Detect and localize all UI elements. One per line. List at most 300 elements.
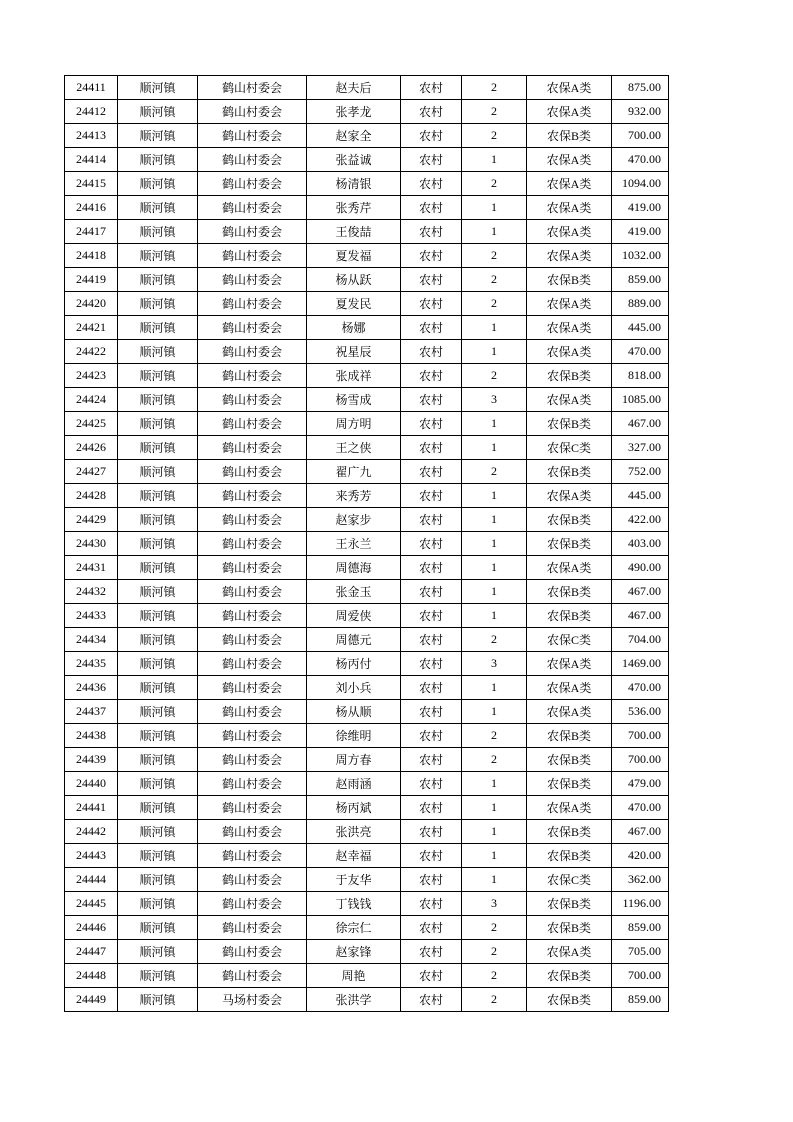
cell-village: 鹤山村委会 <box>198 76 307 100</box>
cell-type: 农村 <box>401 700 462 724</box>
cell-count: 1 <box>462 508 527 532</box>
cell-count: 2 <box>462 724 527 748</box>
cell-name: 张成祥 <box>307 364 401 388</box>
cell-category: 农保B类 <box>527 508 612 532</box>
cell-id: 24446 <box>65 916 118 940</box>
cell-category: 农保A类 <box>527 196 612 220</box>
cell-category: 农保A类 <box>527 388 612 412</box>
cell-amount: 700.00 <box>612 124 669 148</box>
cell-type: 农村 <box>401 484 462 508</box>
cell-type: 农村 <box>401 964 462 988</box>
cell-name: 王永兰 <box>307 532 401 556</box>
cell-town: 顺河镇 <box>118 484 198 508</box>
table-row <box>65 220 669 244</box>
cell-id: 24420 <box>65 292 118 316</box>
cell-count: 1 <box>462 772 527 796</box>
cell-amount: 818.00 <box>612 364 669 388</box>
cell-town: 顺河镇 <box>118 412 198 436</box>
cell-amount: 536.00 <box>612 700 669 724</box>
cell-town: 顺河镇 <box>118 508 198 532</box>
cell-amount: 700.00 <box>612 748 669 772</box>
cell-name: 张金玉 <box>307 580 401 604</box>
table-row <box>65 124 669 148</box>
cell-town: 顺河镇 <box>118 292 198 316</box>
table-row <box>65 604 669 628</box>
cell-type: 农村 <box>401 940 462 964</box>
cell-category: 农保A类 <box>527 316 612 340</box>
cell-id: 24414 <box>65 148 118 172</box>
cell-type: 农村 <box>401 508 462 532</box>
cell-amount: 889.00 <box>612 292 669 316</box>
cell-name: 周艳 <box>307 964 401 988</box>
table-row <box>65 580 669 604</box>
cell-village: 鹤山村委会 <box>198 556 307 580</box>
cell-village: 鹤山村委会 <box>198 460 307 484</box>
cell-town: 顺河镇 <box>118 940 198 964</box>
cell-village: 鹤山村委会 <box>198 796 307 820</box>
cell-id: 24444 <box>65 868 118 892</box>
cell-village: 鹤山村委会 <box>198 364 307 388</box>
cell-category: 农保A类 <box>527 652 612 676</box>
cell-village: 鹤山村委会 <box>198 868 307 892</box>
cell-count: 2 <box>462 460 527 484</box>
cell-village: 鹤山村委会 <box>198 940 307 964</box>
cell-type: 农村 <box>401 988 462 1012</box>
cell-count: 1 <box>462 220 527 244</box>
cell-village: 鹤山村委会 <box>198 700 307 724</box>
cell-name: 杨雪成 <box>307 388 401 412</box>
table-row <box>65 628 669 652</box>
table-row <box>65 460 669 484</box>
cell-count: 1 <box>462 316 527 340</box>
cell-amount: 445.00 <box>612 484 669 508</box>
cell-category: 农保B类 <box>527 268 612 292</box>
table-row <box>65 868 669 892</box>
cell-type: 农村 <box>401 604 462 628</box>
data-table <box>64 75 669 1012</box>
cell-type: 农村 <box>401 676 462 700</box>
cell-village: 鹤山村委会 <box>198 580 307 604</box>
cell-type: 农村 <box>401 340 462 364</box>
cell-id: 24449 <box>65 988 118 1012</box>
cell-category: 农保A类 <box>527 172 612 196</box>
cell-amount: 704.00 <box>612 628 669 652</box>
cell-category: 农保B类 <box>527 532 612 556</box>
cell-name: 张益诚 <box>307 148 401 172</box>
cell-id: 24448 <box>65 964 118 988</box>
cell-id: 24445 <box>65 892 118 916</box>
cell-name: 王之侠 <box>307 436 401 460</box>
cell-village: 鹤山村委会 <box>198 172 307 196</box>
cell-type: 农村 <box>401 532 462 556</box>
cell-name: 于友华 <box>307 868 401 892</box>
cell-count: 2 <box>462 940 527 964</box>
cell-name: 赵夫后 <box>307 76 401 100</box>
cell-category: 农保C类 <box>527 436 612 460</box>
cell-village: 鹤山村委会 <box>198 652 307 676</box>
cell-id: 24435 <box>65 652 118 676</box>
cell-id: 24434 <box>65 628 118 652</box>
cell-category: 农保B类 <box>527 772 612 796</box>
table-row <box>65 964 669 988</box>
cell-village: 鹤山村委会 <box>198 148 307 172</box>
cell-village: 鹤山村委会 <box>198 892 307 916</box>
cell-name: 张洪亮 <box>307 820 401 844</box>
table-row <box>65 316 669 340</box>
cell-name: 赵家锋 <box>307 940 401 964</box>
table-row <box>65 388 669 412</box>
cell-town: 顺河镇 <box>118 436 198 460</box>
cell-category: 农保B类 <box>527 748 612 772</box>
cell-count: 2 <box>462 244 527 268</box>
cell-town: 顺河镇 <box>118 700 198 724</box>
cell-amount: 422.00 <box>612 508 669 532</box>
cell-town: 顺河镇 <box>118 772 198 796</box>
cell-type: 农村 <box>401 100 462 124</box>
cell-id: 24443 <box>65 844 118 868</box>
cell-count: 1 <box>462 844 527 868</box>
cell-count: 1 <box>462 412 527 436</box>
table-row <box>65 700 669 724</box>
cell-town: 顺河镇 <box>118 748 198 772</box>
cell-type: 农村 <box>401 796 462 820</box>
table-row <box>65 100 669 124</box>
cell-category: 农保A类 <box>527 484 612 508</box>
cell-count: 1 <box>462 148 527 172</box>
table-row <box>65 724 669 748</box>
cell-town: 顺河镇 <box>118 604 198 628</box>
cell-type: 农村 <box>401 892 462 916</box>
cell-type: 农村 <box>401 364 462 388</box>
cell-amount: 470.00 <box>612 340 669 364</box>
cell-category: 农保B类 <box>527 460 612 484</box>
cell-id: 24419 <box>65 268 118 292</box>
cell-name: 刘小兵 <box>307 676 401 700</box>
cell-amount: 362.00 <box>612 868 669 892</box>
cell-count: 2 <box>462 124 527 148</box>
table-row <box>65 364 669 388</box>
cell-town: 顺河镇 <box>118 652 198 676</box>
cell-type: 农村 <box>401 148 462 172</box>
cell-id: 24422 <box>65 340 118 364</box>
cell-id: 24417 <box>65 220 118 244</box>
cell-town: 顺河镇 <box>118 172 198 196</box>
table-row <box>65 244 669 268</box>
cell-type: 农村 <box>401 772 462 796</box>
cell-amount: 1032.00 <box>612 244 669 268</box>
cell-village: 鹤山村委会 <box>198 772 307 796</box>
cell-name: 杨娜 <box>307 316 401 340</box>
cell-count: 1 <box>462 532 527 556</box>
cell-town: 顺河镇 <box>118 844 198 868</box>
cell-type: 农村 <box>401 844 462 868</box>
cell-id: 24432 <box>65 580 118 604</box>
cell-village: 鹤山村委会 <box>198 508 307 532</box>
cell-category: 农保A类 <box>527 244 612 268</box>
cell-town: 顺河镇 <box>118 964 198 988</box>
cell-amount: 859.00 <box>612 916 669 940</box>
cell-id: 24426 <box>65 436 118 460</box>
cell-name: 张洪学 <box>307 988 401 1012</box>
table-row <box>65 652 669 676</box>
cell-village: 鹤山村委会 <box>198 316 307 340</box>
table-row <box>65 556 669 580</box>
cell-type: 农村 <box>401 244 462 268</box>
cell-type: 农村 <box>401 820 462 844</box>
table-row <box>65 916 669 940</box>
cell-id: 24447 <box>65 940 118 964</box>
cell-town: 顺河镇 <box>118 532 198 556</box>
cell-village: 鹤山村委会 <box>198 748 307 772</box>
cell-id: 24442 <box>65 820 118 844</box>
cell-count: 1 <box>462 676 527 700</box>
cell-amount: 1196.00 <box>612 892 669 916</box>
cell-amount: 700.00 <box>612 964 669 988</box>
cell-category: 农保A类 <box>527 340 612 364</box>
cell-id: 24428 <box>65 484 118 508</box>
cell-type: 农村 <box>401 748 462 772</box>
cell-type: 农村 <box>401 412 462 436</box>
cell-id: 24415 <box>65 172 118 196</box>
cell-type: 农村 <box>401 580 462 604</box>
cell-category: 农保A类 <box>527 76 612 100</box>
cell-count: 3 <box>462 652 527 676</box>
cell-name: 丁钱钱 <box>307 892 401 916</box>
cell-id: 24421 <box>65 316 118 340</box>
cell-amount: 467.00 <box>612 580 669 604</box>
table-row <box>65 748 669 772</box>
cell-amount: 752.00 <box>612 460 669 484</box>
cell-town: 顺河镇 <box>118 196 198 220</box>
cell-type: 农村 <box>401 460 462 484</box>
cell-town: 顺河镇 <box>118 892 198 916</box>
cell-id: 24423 <box>65 364 118 388</box>
cell-id: 24439 <box>65 748 118 772</box>
cell-amount: 403.00 <box>612 532 669 556</box>
cell-name: 赵家全 <box>307 124 401 148</box>
cell-category: 农保A类 <box>527 556 612 580</box>
cell-category: 农保B类 <box>527 988 612 1012</box>
cell-name: 周方明 <box>307 412 401 436</box>
cell-village: 鹤山村委会 <box>198 484 307 508</box>
cell-name: 赵幸福 <box>307 844 401 868</box>
cell-count: 1 <box>462 340 527 364</box>
cell-name: 夏发民 <box>307 292 401 316</box>
cell-count: 2 <box>462 916 527 940</box>
cell-village: 鹤山村委会 <box>198 532 307 556</box>
cell-amount: 419.00 <box>612 196 669 220</box>
cell-type: 农村 <box>401 268 462 292</box>
cell-count: 3 <box>462 388 527 412</box>
table-row <box>65 268 669 292</box>
cell-amount: 470.00 <box>612 676 669 700</box>
cell-count: 2 <box>462 628 527 652</box>
cell-count: 3 <box>462 892 527 916</box>
cell-count: 1 <box>462 436 527 460</box>
cell-village: 鹤山村委会 <box>198 724 307 748</box>
cell-id: 24431 <box>65 556 118 580</box>
cell-name: 徐维明 <box>307 724 401 748</box>
cell-town: 顺河镇 <box>118 76 198 100</box>
cell-amount: 1094.00 <box>612 172 669 196</box>
cell-amount: 705.00 <box>612 940 669 964</box>
table-body <box>65 76 669 1012</box>
cell-town: 顺河镇 <box>118 100 198 124</box>
cell-name: 张孝龙 <box>307 100 401 124</box>
cell-category: 农保B类 <box>527 124 612 148</box>
cell-town: 顺河镇 <box>118 916 198 940</box>
cell-village: 鹤山村委会 <box>198 292 307 316</box>
cell-category: 农保A类 <box>527 220 612 244</box>
cell-type: 农村 <box>401 652 462 676</box>
cell-category: 农保A类 <box>527 100 612 124</box>
cell-type: 农村 <box>401 292 462 316</box>
cell-town: 顺河镇 <box>118 676 198 700</box>
cell-id: 24425 <box>65 412 118 436</box>
table-row <box>65 844 669 868</box>
table-row <box>65 148 669 172</box>
cell-name: 王俊喆 <box>307 220 401 244</box>
cell-category: 农保B类 <box>527 604 612 628</box>
cell-id: 24437 <box>65 700 118 724</box>
cell-amount: 445.00 <box>612 316 669 340</box>
table-row <box>65 796 669 820</box>
cell-village: 鹤山村委会 <box>198 124 307 148</box>
cell-count: 1 <box>462 580 527 604</box>
table-row <box>65 76 669 100</box>
cell-type: 农村 <box>401 220 462 244</box>
cell-town: 顺河镇 <box>118 460 198 484</box>
cell-name: 祝星辰 <box>307 340 401 364</box>
cell-town: 顺河镇 <box>118 220 198 244</box>
cell-category: 农保C类 <box>527 868 612 892</box>
cell-village: 鹤山村委会 <box>198 340 307 364</box>
cell-town: 顺河镇 <box>118 580 198 604</box>
cell-amount: 1469.00 <box>612 652 669 676</box>
table-row <box>65 196 669 220</box>
cell-village: 鹤山村委会 <box>198 220 307 244</box>
cell-village: 鹤山村委会 <box>198 244 307 268</box>
table-row <box>65 532 669 556</box>
cell-amount: 932.00 <box>612 100 669 124</box>
cell-type: 农村 <box>401 388 462 412</box>
cell-name: 夏发福 <box>307 244 401 268</box>
cell-name: 赵家步 <box>307 508 401 532</box>
cell-name: 杨丙付 <box>307 652 401 676</box>
cell-id: 24430 <box>65 532 118 556</box>
cell-id: 24441 <box>65 796 118 820</box>
cell-category: 农保B类 <box>527 580 612 604</box>
cell-count: 2 <box>462 988 527 1012</box>
cell-count: 2 <box>462 748 527 772</box>
cell-count: 1 <box>462 820 527 844</box>
table-row <box>65 988 669 1012</box>
cell-type: 农村 <box>401 196 462 220</box>
cell-village: 鹤山村委会 <box>198 436 307 460</box>
cell-count: 2 <box>462 100 527 124</box>
table-row <box>65 484 669 508</box>
cell-category: 农保A类 <box>527 292 612 316</box>
cell-category: 农保B类 <box>527 820 612 844</box>
cell-village: 鹤山村委会 <box>198 100 307 124</box>
cell-name: 翟广九 <box>307 460 401 484</box>
cell-count: 1 <box>462 796 527 820</box>
cell-category: 农保C类 <box>527 628 612 652</box>
cell-name: 来秀芳 <box>307 484 401 508</box>
cell-count: 2 <box>462 364 527 388</box>
cell-id: 24438 <box>65 724 118 748</box>
cell-id: 24416 <box>65 196 118 220</box>
cell-type: 农村 <box>401 628 462 652</box>
cell-category: 农保B类 <box>527 892 612 916</box>
cell-village: 马场村委会 <box>198 988 307 1012</box>
cell-count: 1 <box>462 868 527 892</box>
cell-town: 顺河镇 <box>118 988 198 1012</box>
cell-village: 鹤山村委会 <box>198 604 307 628</box>
cell-village: 鹤山村委会 <box>198 388 307 412</box>
table-row <box>65 292 669 316</box>
cell-town: 顺河镇 <box>118 388 198 412</box>
cell-category: 农保B类 <box>527 364 612 388</box>
cell-category: 农保B类 <box>527 724 612 748</box>
cell-type: 农村 <box>401 172 462 196</box>
cell-count: 1 <box>462 556 527 580</box>
table-row <box>65 412 669 436</box>
cell-village: 鹤山村委会 <box>198 676 307 700</box>
cell-type: 农村 <box>401 76 462 100</box>
cell-name: 杨清银 <box>307 172 401 196</box>
cell-name: 周方春 <box>307 748 401 772</box>
table-row <box>65 892 669 916</box>
cell-name: 周爱侠 <box>307 604 401 628</box>
cell-id: 24412 <box>65 100 118 124</box>
cell-town: 顺河镇 <box>118 820 198 844</box>
cell-name: 杨从顺 <box>307 700 401 724</box>
cell-town: 顺河镇 <box>118 868 198 892</box>
cell-count: 1 <box>462 196 527 220</box>
cell-count: 2 <box>462 292 527 316</box>
cell-town: 顺河镇 <box>118 724 198 748</box>
cell-category: 农保A类 <box>527 700 612 724</box>
cell-id: 24413 <box>65 124 118 148</box>
cell-village: 鹤山村委会 <box>198 268 307 292</box>
cell-village: 鹤山村委会 <box>198 820 307 844</box>
cell-name: 杨从跃 <box>307 268 401 292</box>
cell-type: 农村 <box>401 124 462 148</box>
cell-id: 24427 <box>65 460 118 484</box>
cell-amount: 490.00 <box>612 556 669 580</box>
cell-type: 农村 <box>401 316 462 340</box>
cell-count: 2 <box>462 172 527 196</box>
cell-village: 鹤山村委会 <box>198 196 307 220</box>
cell-amount: 875.00 <box>612 76 669 100</box>
cell-name: 周德元 <box>307 628 401 652</box>
cell-village: 鹤山村委会 <box>198 964 307 988</box>
cell-count: 2 <box>462 268 527 292</box>
cell-id: 24418 <box>65 244 118 268</box>
cell-amount: 467.00 <box>612 604 669 628</box>
table-row <box>65 340 669 364</box>
table-row <box>65 940 669 964</box>
cell-amount: 470.00 <box>612 796 669 820</box>
cell-id: 24440 <box>65 772 118 796</box>
cell-category: 农保A类 <box>527 940 612 964</box>
cell-amount: 859.00 <box>612 268 669 292</box>
cell-village: 鹤山村委会 <box>198 844 307 868</box>
cell-id: 24429 <box>65 508 118 532</box>
cell-town: 顺河镇 <box>118 124 198 148</box>
cell-town: 顺河镇 <box>118 628 198 652</box>
